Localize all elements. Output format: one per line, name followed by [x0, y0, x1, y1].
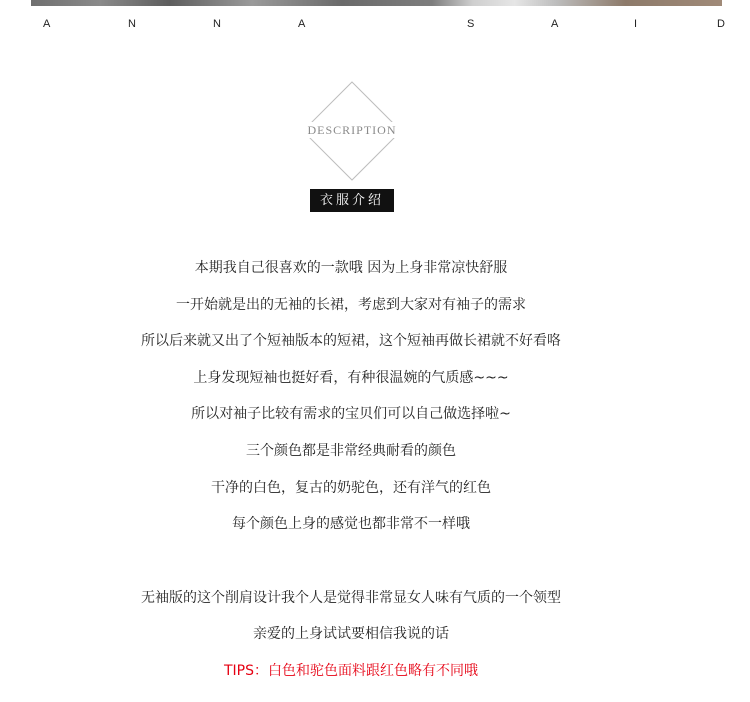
brand-letter: N [213, 18, 221, 30]
description-emblem [300, 80, 404, 184]
brand-letter: A [43, 18, 51, 30]
brand-letter: N [128, 18, 136, 30]
description-line: 本期我自己很喜欢的一款哦 因为上身非常凉快舒服 [194, 260, 508, 276]
brand-letter: D [717, 18, 725, 30]
description-line: 亲爱的上身试试要相信我说的话 [253, 626, 449, 642]
description-line: 所以后来就又出了个短袖版本的短裙，这个短袖再做长裙就不好看咯 [141, 333, 561, 349]
description-line: 上身发现短袖也挺好看，有种很温婉的气质感~~~ [193, 370, 509, 386]
description-word: DESCRIPTION [300, 122, 404, 138]
description-line: 一开始就是出的无袖的长裙，考虑到大家对有袖子的需求 [176, 297, 526, 313]
brand-letters [0, 16, 750, 32]
brand-letter: S [467, 18, 475, 30]
tips-line: TIPS：白色和驼色面料跟红色略有不同哦 [223, 663, 478, 679]
description-line: 所以对袖子比较有需求的宝贝们可以自己做选择啦~ [191, 406, 511, 422]
description-line: 三个颜色都是非常经典耐看的颜色 [246, 443, 456, 459]
brand-letter: I [634, 18, 638, 30]
section-label: 衣服介绍 [310, 189, 394, 212]
description-line: 无袖版的这个削肩设计我个人是觉得非常显女人味有气质的一个领型 [141, 590, 561, 606]
brand-letter: A [298, 18, 306, 30]
description-line: 干净的白色，复古的奶驼色，还有洋气的红色 [211, 480, 491, 496]
top-photo-strip [31, 0, 722, 6]
brand-letter: A [551, 18, 559, 30]
description-line: 每个颜色上身的感觉也都非常不一样哦 [232, 516, 470, 532]
